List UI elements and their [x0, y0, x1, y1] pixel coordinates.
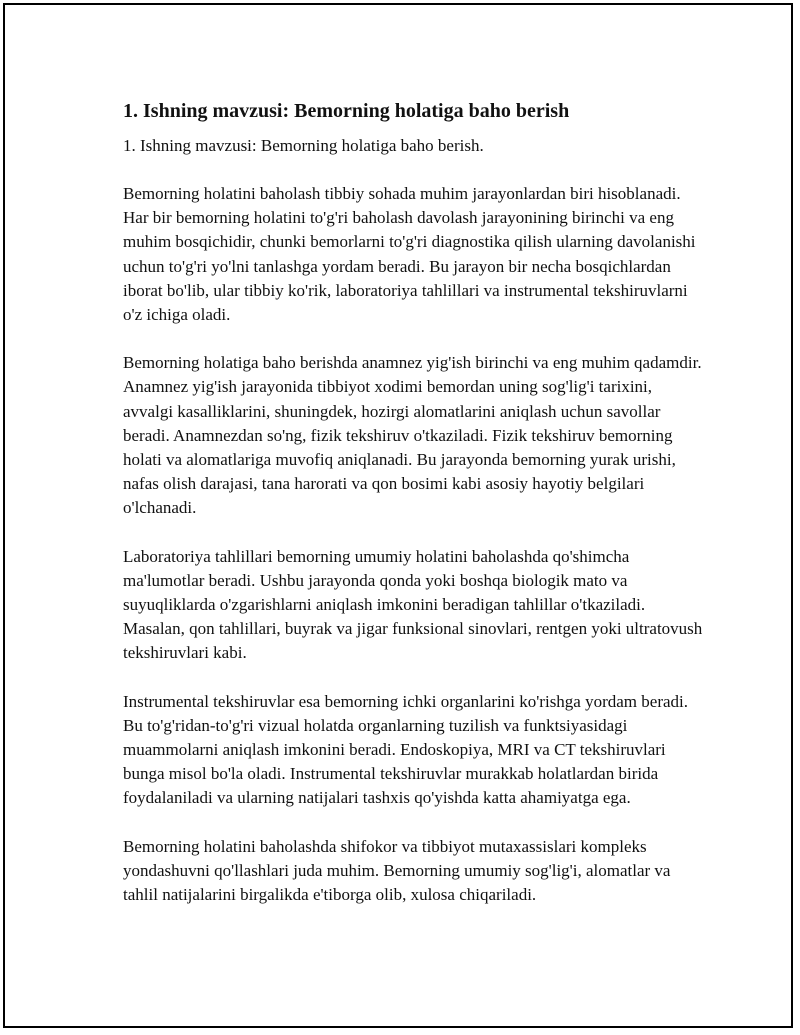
document-subtitle: 1. Ishning mavzusi: Bemorning holatiga baho berish.	[123, 136, 484, 155]
paragraph-laboratory: Laboratoriya tahlillari bemorning umumiy holatini baholashda qo'shimcha ma'lumotlar beradi. Ushbu jarayonda qonda yoki boshqa biologik mato va suyuqliklarda o'zgarishlarni aniqlash imkonini beradigan tahlillar o'tkaziladi. Masalan, qon tahlillari, buyrak va jigar funksional sinovlari, rentgen yoki ultratovush tekshiruvlari kabi.	[123, 546, 703, 663]
paragraph-conclusion: Bemorning holatini baholashda shifokor va tibbiyot mutaxassislari kompleks yondashuvni qo'llashlari juda muhim. Bemorning umumiy sog'lig'i, alomatlar va tahlil natijalarini birgalikda e'tiborga olib, xulosa chiqariladi.	[123, 836, 671, 905]
paragraph-assessment-intro: Bemorning holatini baholash tibbiy sohada muhim jarayonlardan biri hisoblanadi. Har bir bemorning holatini to'g'ri baholash davolash jarayonining birinchi va eng muhim bosqichidir, chunki bemorlarni to'g'ri diagnostika qilish ularning davolanishi uchun to'g'ri yo'lni tanlashga yordam beradi. Bu jarayon bir necha bosqichlardan iborat bo'lib, ular tibbiy ko'rik, laboratoriya tahlillari va instrumental tekshiruvlarni o'z ichiga oladi.	[123, 184, 696, 325]
document-title: 1. Ishning mavzusi: Bemorning holatiga baho berish	[123, 100, 570, 122]
paragraph-anamnesis: Bemorning holatiga baho berishda anamnez yig'ish birinchi va eng muhim qadamdir. Anamnez yig'ish jarayonida tibbiyot xodimi bemordan uning sog'lig'i tarixini, avvalgi kasalliklarini, shuningdek, hozirgi alomatlarini aniqlash uchun savollar beradi. Anamnezdan so'ng, fizik tekshiruv o'tkaziladi. Fizik tekshiruv bemorning holati va alomatlariga muvofiq aniqlanadi. Bu jarayonda bemorning yurak urishi, nafas olish darajasi, tana harorati va qon bosimi kabi asosiy hayotiy belgilari o'lchanadi.	[123, 353, 702, 518]
document-body	[123, 98, 703, 931]
page-frame	[3, 3, 793, 1028]
paragraph-instrumental: Instrumental tekshiruvlar esa bemorning ichki organlarini ko'rishga yordam beradi. Bu to'g'ridan-to'g'ri vizual holatda organlarning tuzilish va funktsiyasidagi muammolarni aniqlash imkonini beradi. Endoskopiya, MRI va CT tekshiruvlari bunga misol bo'la oladi. Instrumental tekshiruvlar murakkab holatlardan birida foydalaniladi va ularning natijalari tashxis qo'yishda katta ahamiyatga ega.	[123, 691, 689, 808]
